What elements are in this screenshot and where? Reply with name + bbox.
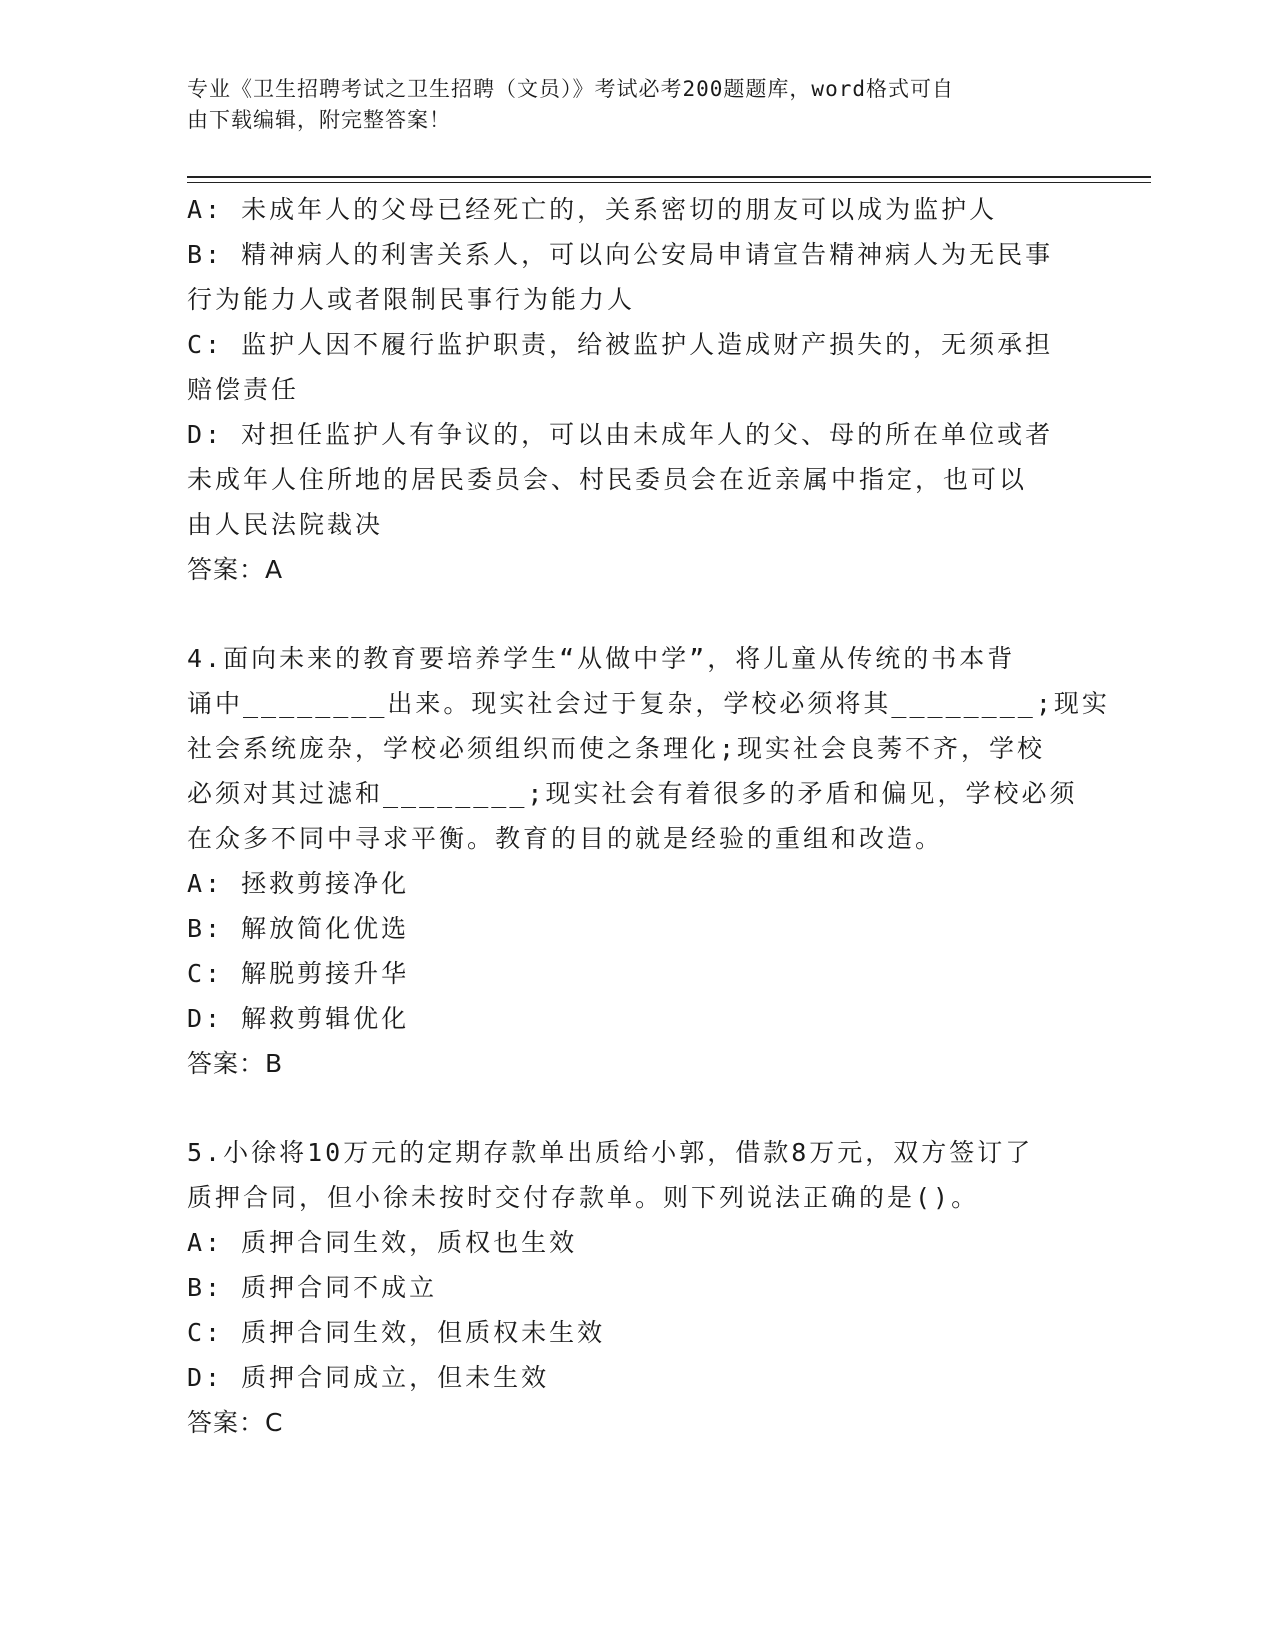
q3-option-c-line-1: C: 监护人因不履行监护职责，给被监护人造成财产损失的，无须承担: [187, 330, 1054, 359]
q3-option-d-line-1: D: 对担任监护人有争议的，可以由未成年人的父、母的所在单位或者: [187, 420, 1054, 449]
document-header: [187, 74, 1067, 136]
q4-option-a: A: 拯救剪接净化: [187, 869, 410, 898]
q5-option-a: A: 质押合同生效，质权也生效: [187, 1228, 578, 1257]
q3-option-d-line-3: 由人民法院裁决: [187, 510, 384, 539]
question-4: [187, 636, 1110, 1086]
header-divider-thick: [187, 176, 1151, 178]
question-spacer: [187, 592, 1087, 636]
question-3-options: [187, 187, 1087, 592]
q4-stem-line-4: 必须对其过滤和________;现实社会有着很多的矛盾和偏见，学校必须: [187, 779, 1078, 808]
q4-stem-line-2: 诵中________出来。现实社会过于复杂，学校必须将其________;现实: [187, 689, 1110, 718]
q3-option-d-line-2: 未成年人住所地的居民委员会、村民委员会在近亲属中指定，也可以: [187, 465, 1028, 494]
question-spacer: [187, 1086, 1087, 1130]
q4-stem-line-3: 社会系统庞杂，学校必须组织而使之条理化;现实社会良莠不齐，学校: [187, 734, 1046, 763]
q5-option-b: B: 质押合同不成立: [187, 1273, 438, 1302]
q4-answer: 答案：B: [187, 1049, 284, 1078]
q4-stem-line-5: 在众多不同中寻求平衡。教育的目的就是经验的重组和改造。: [187, 824, 944, 853]
q3-option-a: A: 未成年人的父母已经死亡的，关系密切的朋友可以成为监护人: [187, 195, 998, 224]
q4-option-d: D: 解救剪辑优化: [187, 1004, 410, 1033]
q5-option-c: C: 质押合同生效，但质权未生效: [187, 1318, 606, 1347]
q5-stem-line-1: 5.小徐将10万元的定期存款单出质给小郭，借款8万元，双方签订了: [187, 1138, 1034, 1167]
q3-option-c-line-2: 赔偿责任: [187, 375, 300, 404]
header-line-1: 专业《卫生招聘考试之卫生招聘（文员）》考试必考200题题库，word格式可自: [187, 77, 954, 101]
header-line-2: 由下载编辑，附完整答案！: [187, 108, 451, 132]
q5-option-d: D: 质押合同成立，但未生效: [187, 1363, 550, 1392]
header-divider-thin: [187, 182, 1151, 183]
q4-option-b: B: 解放简化优选: [187, 914, 410, 943]
q4-option-c: C: 解脱剪接升华: [187, 959, 410, 988]
q3-option-b-line-2: 行为能力人或者限制民事行为能力人: [187, 285, 636, 314]
q3-option-b-line-1: B: 精神病人的利害关系人，可以向公安局申请宣告精神病人为无民事: [187, 240, 1054, 269]
q5-stem-line-2: 质押合同，但小徐未按时交付存款单。则下列说法正确的是()。: [187, 1183, 980, 1212]
question-5: [187, 1130, 1087, 1445]
q3-answer: 答案：A: [187, 555, 284, 584]
q5-answer: 答案：C: [187, 1408, 284, 1437]
document-body: [187, 187, 1110, 1445]
q4-stem-line-1: 4.面向未来的教育要培养学生“从做中学”，将儿童从传统的书本背: [187, 644, 1016, 673]
